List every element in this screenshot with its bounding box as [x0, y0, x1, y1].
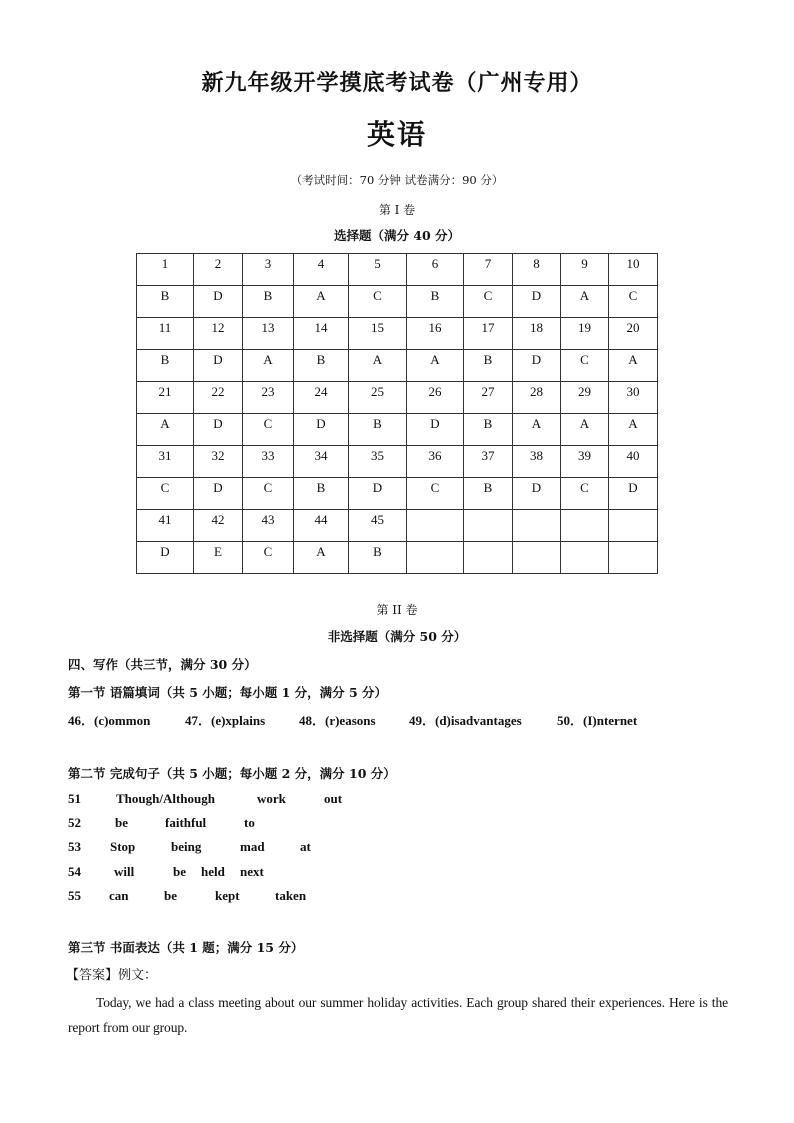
answer-cell: C — [137, 478, 194, 510]
part1-label: 第 I 卷 — [378, 203, 416, 217]
answer-row — [137, 350, 658, 382]
question-number-cell: 14 — [294, 318, 349, 350]
question-number-cell: 9 — [561, 254, 609, 286]
answer-cell: B — [294, 478, 349, 510]
question-number-cell: 4 — [294, 254, 349, 286]
section1-heading: 第一节 语篇填词（共 5 小题；每小题 1 分，满分 5 分） — [68, 685, 388, 700]
question-number-cell: 3 — [243, 254, 294, 286]
question-number-cell: 24 — [294, 382, 349, 414]
answer-cell: A — [243, 350, 294, 382]
cloze-answer: 49．(d)isadvantages — [409, 713, 522, 728]
question-number-cell: 39 — [561, 446, 609, 478]
nonmc-heading: 非选择题（满分 50 分） — [327, 629, 467, 644]
answer-cell: C — [243, 414, 294, 446]
question-number-row — [137, 510, 658, 542]
answer-cell: C — [407, 478, 464, 510]
question-number-cell: 27 — [464, 382, 513, 414]
sentence-word: work — [257, 791, 286, 806]
sentence-number: 54 — [68, 864, 81, 879]
answer-cell: D — [194, 414, 243, 446]
answer-cell: D — [407, 414, 464, 446]
answer-cell: B — [464, 350, 513, 382]
answer-cell — [407, 542, 464, 574]
sentence-word: at — [300, 839, 311, 854]
question-number-cell: 25 — [349, 382, 407, 414]
question-number-cell — [464, 510, 513, 542]
answer-cell: D — [194, 350, 243, 382]
question-number-cell: 1 — [137, 254, 194, 286]
cloze-answer: 47．(e)xplains — [185, 713, 266, 728]
answer-cell: D — [609, 478, 658, 510]
answer-row — [137, 478, 658, 510]
sentence-word: be — [115, 815, 128, 830]
question-number-row — [137, 446, 658, 478]
answer-cell: C — [243, 542, 294, 574]
sentence-word: kept — [215, 888, 240, 903]
sentence-word: being — [171, 839, 202, 854]
answer-cell: B — [464, 478, 513, 510]
question-number-cell: 45 — [349, 510, 407, 542]
answer-cell: C — [349, 286, 407, 318]
answer-cell: A — [513, 414, 561, 446]
question-number-cell: 30 — [609, 382, 658, 414]
question-number-cell — [561, 510, 609, 542]
question-number-cell: 22 — [194, 382, 243, 414]
cloze-answer: 46．(c)ommon — [68, 713, 151, 728]
question-number-cell: 42 — [194, 510, 243, 542]
answer-cell: A — [294, 542, 349, 574]
answer-cell: C — [561, 350, 609, 382]
question-number-cell: 12 — [194, 318, 243, 350]
question-number-cell: 35 — [349, 446, 407, 478]
question-number-cell: 21 — [137, 382, 194, 414]
sentence-word: Though/Although — [116, 791, 215, 806]
question-number-cell — [407, 510, 464, 542]
answer-cell: D — [513, 286, 561, 318]
sentence-word: can — [109, 888, 129, 903]
question-number-cell — [513, 510, 561, 542]
answer-cell: C — [561, 478, 609, 510]
answer-cell: C — [609, 286, 658, 318]
answer-cell: D — [194, 478, 243, 510]
answer-cell: A — [137, 414, 194, 446]
answer-cell: D — [194, 286, 243, 318]
answer-cell: B — [137, 286, 194, 318]
question-number-cell: 13 — [243, 318, 294, 350]
question-number-cell — [609, 510, 658, 542]
question-number-cell: 26 — [407, 382, 464, 414]
question-number-cell: 10 — [609, 254, 658, 286]
answer-cell: D — [513, 478, 561, 510]
answer-cell: B — [407, 286, 464, 318]
answer-cell — [609, 542, 658, 574]
question-number-cell: 19 — [561, 318, 609, 350]
answer-cell: A — [561, 286, 609, 318]
answer-row — [137, 542, 658, 574]
subject-title: 英语 — [366, 118, 427, 151]
sentence-word: be — [164, 888, 177, 903]
sentence-word: next — [240, 864, 264, 879]
answer-cell: B — [464, 414, 513, 446]
question-number-row — [137, 382, 658, 414]
question-number-cell: 44 — [294, 510, 349, 542]
answer-cell: B — [137, 350, 194, 382]
sentence-word: will — [114, 864, 135, 879]
answer-cell — [464, 542, 513, 574]
answer-cell: D — [137, 542, 194, 574]
question-number-cell: 33 — [243, 446, 294, 478]
answer-row — [137, 286, 658, 318]
cloze-answer: 50．(I)nternet — [557, 713, 638, 728]
answer-cell: D — [513, 350, 561, 382]
part2-label: 第 II 卷 — [376, 603, 418, 617]
sentence-number: 53 — [68, 839, 81, 854]
question-number-cell: 28 — [513, 382, 561, 414]
question-number-cell: 41 — [137, 510, 194, 542]
answer-cell: A — [609, 414, 658, 446]
section4-heading: 四、写作（共三节，满分 30 分） — [68, 657, 257, 672]
section3-heading: 第三节 书面表达（共 1 题；满分 15 分） — [68, 940, 304, 955]
question-number-cell: 32 — [194, 446, 243, 478]
cloze-answer: 48．(r)easons — [299, 713, 376, 728]
question-number-cell: 7 — [464, 254, 513, 286]
question-number-cell: 6 — [407, 254, 464, 286]
answer-cell: B — [349, 542, 407, 574]
question-number-cell: 37 — [464, 446, 513, 478]
question-number-cell: 31 — [137, 446, 194, 478]
question-number-cell: 36 — [407, 446, 464, 478]
sentence-word: faithful — [165, 815, 207, 830]
answer-cell: A — [349, 350, 407, 382]
question-number-cell: 43 — [243, 510, 294, 542]
question-number-cell: 2 — [194, 254, 243, 286]
answer-cell — [561, 542, 609, 574]
sentence-word: Stop — [110, 839, 136, 854]
exam-time-info: （考试时间：70 分钟 试卷满分：90 分） — [290, 173, 504, 187]
sentence-word: held — [201, 864, 225, 879]
sentence-number: 52 — [68, 815, 81, 830]
question-number-row — [137, 318, 658, 350]
answer-label: 【答案】例文： — [66, 968, 158, 983]
sentence-word: out — [324, 791, 343, 806]
answer-cell: C — [464, 286, 513, 318]
answer-cell: A — [294, 286, 349, 318]
question-number-cell: 16 — [407, 318, 464, 350]
answer-cell: E — [194, 542, 243, 574]
question-number-cell: 40 — [609, 446, 658, 478]
sentence-number: 55 — [68, 888, 81, 903]
question-number-cell: 11 — [137, 318, 194, 350]
answer-cell: A — [609, 350, 658, 382]
answer-cell: B — [243, 286, 294, 318]
question-number-cell: 5 — [349, 254, 407, 286]
question-number-row — [137, 254, 658, 286]
sentence-number: 51 — [68, 791, 81, 806]
answer-cell: B — [349, 414, 407, 446]
answer-cell: D — [294, 414, 349, 446]
answer-cell: A — [407, 350, 464, 382]
answer-cell: B — [294, 350, 349, 382]
sentence-word: mad — [240, 839, 265, 854]
question-number-cell: 29 — [561, 382, 609, 414]
sentence-word: be — [173, 864, 186, 879]
question-number-cell: 17 — [464, 318, 513, 350]
answer-cell: D — [349, 478, 407, 510]
sentence-word: taken — [275, 888, 307, 903]
answer-table — [136, 253, 658, 574]
answer-row — [137, 414, 658, 446]
sample-essay: Today, we had a class meeting about our summer holiday activities. Each group shared their experiences. Here is the report from our group. — [68, 995, 728, 1035]
sentence-word: to — [244, 815, 255, 830]
question-number-cell: 20 — [609, 318, 658, 350]
mc-heading: 选择题（满分 40 分） — [333, 228, 461, 243]
answer-cell — [513, 542, 561, 574]
question-number-cell: 23 — [243, 382, 294, 414]
page-title: 新九年级开学摸底考试卷（广州专用） — [201, 70, 593, 96]
question-number-cell: 15 — [349, 318, 407, 350]
answer-cell: C — [243, 478, 294, 510]
question-number-cell: 34 — [294, 446, 349, 478]
answer-cell: A — [561, 414, 609, 446]
question-number-cell: 8 — [513, 254, 561, 286]
section2-heading: 第二节 完成句子（共 5 小题；每小题 2 分，满分 10 分） — [68, 766, 396, 781]
question-number-cell: 18 — [513, 318, 561, 350]
question-number-cell: 38 — [513, 446, 561, 478]
